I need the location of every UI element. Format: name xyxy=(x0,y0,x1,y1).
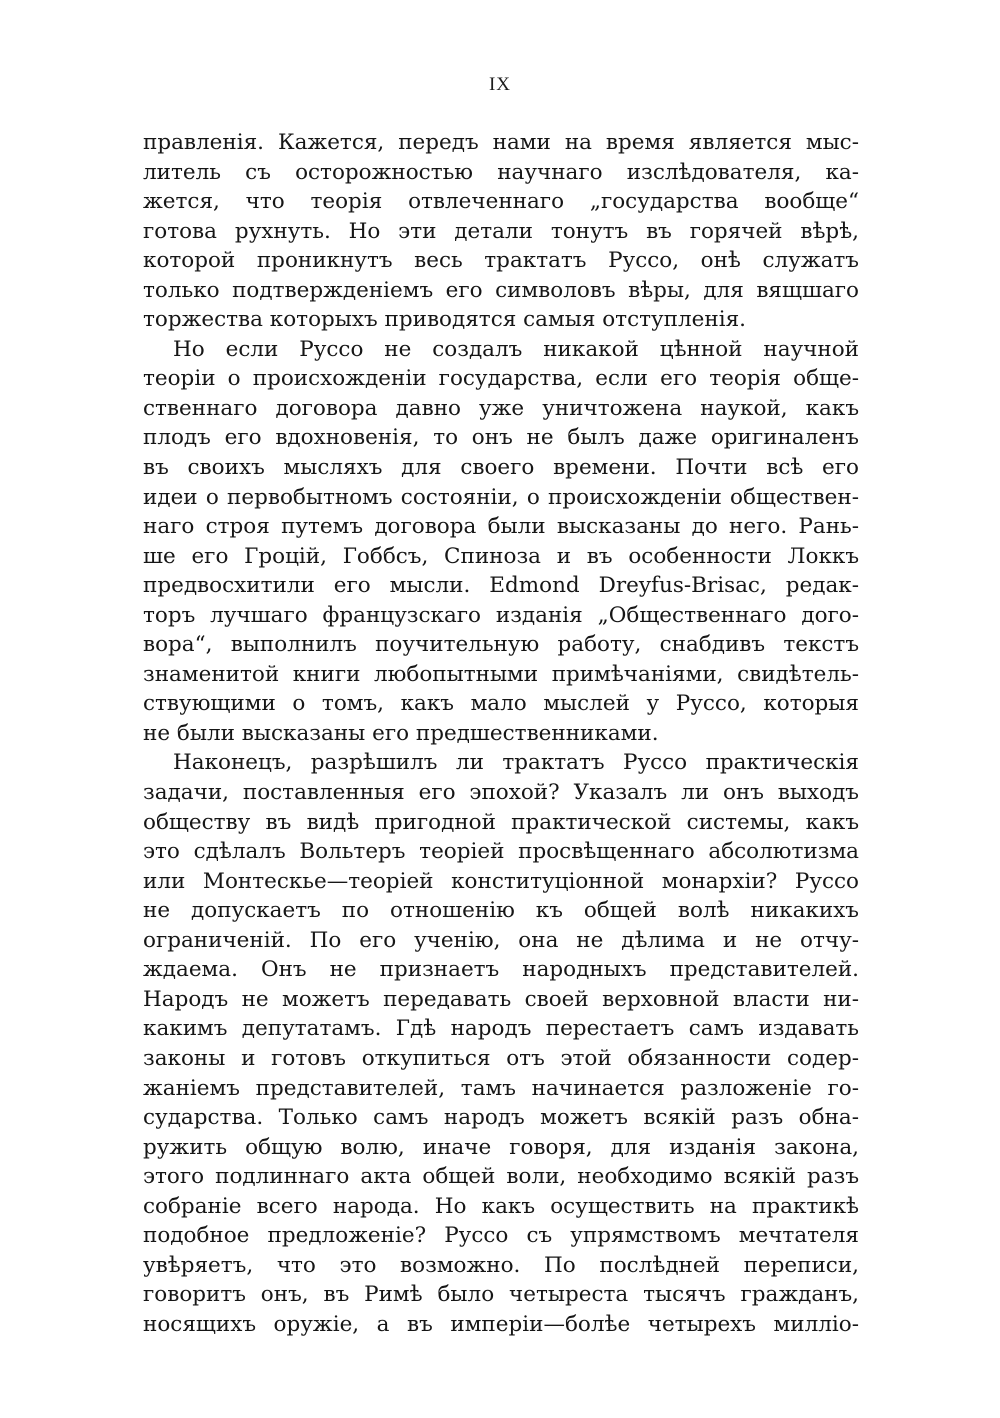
text-line: Наконецъ, разрѣшилъ ли трактатъ Руссо практическія xyxy=(173,750,859,776)
text-line: наго строя путемъ договора были высказаны до него. Рань- xyxy=(143,514,859,540)
paragraph xyxy=(143,748,859,1339)
text-line: обществу въ видѣ пригодной практической системы, какъ xyxy=(143,809,859,835)
text-line: жаніемъ представителей, тамъ начинается разложеніе го- xyxy=(143,1075,859,1101)
text-line: увѣряетъ, что это возможно. По послѣдней переписи, xyxy=(143,1252,859,1278)
text-line: идеи о первобытномъ состояніи, о происхожденіи обществен- xyxy=(143,484,859,510)
body-text xyxy=(143,128,859,1339)
text-line: Народъ не можетъ передавать своей верховной власти ни- xyxy=(143,986,859,1012)
text-line: не были высказаны его предшественниками. xyxy=(143,720,659,746)
text-line: ше его Гроцій, Гоббсъ, Спиноза и въ особенности Локкъ xyxy=(143,543,859,569)
text-line: не допускаетъ по отношенію къ общей волѣ никакихъ xyxy=(143,898,859,924)
text-line: знаменитой книги любопытными примѣчаніями, свидѣтель- xyxy=(143,661,859,687)
text-line: ственнаго договора давно уже уничтожена наукой, какъ xyxy=(143,395,859,421)
text-line: литель съ осторожностью научнаго изслѣдователя, ка- xyxy=(143,159,859,185)
text-line: подобное предложеніе? Руссо съ упрямствомъ мечтателя xyxy=(143,1223,859,1249)
text-line: или Монтескье—теоріей конституціонной монархіи? Руссо xyxy=(143,868,859,894)
text-line: теоріи о происхожденіи государства, если его теорія обще- xyxy=(143,366,859,392)
text-line: въ своихъ мысляхъ для своего времени. Почти всѣ его xyxy=(143,455,859,481)
text-line: торъ лучшаго французскаго изданія „Общественнаго дого- xyxy=(143,602,859,628)
text-line: ружить общую волю, иначе говоря, для изданія закона, xyxy=(143,1134,859,1160)
text-line: задачи, поставленныя его эпохой? Указалъ ли онъ выходъ xyxy=(143,780,859,806)
text-line: только подтвержденіемъ его символовъ вѣры, для вящшаго xyxy=(143,277,859,303)
text-line: плодъ его вдохновенія, то онъ не былъ даже оригиналенъ xyxy=(143,425,859,451)
text-line: законы и готовъ откупиться отъ этой обязанности содер- xyxy=(143,1045,859,1071)
text-line: предвосхитили его мысли. Edmond Dreyfus-Brisac, редак- xyxy=(143,573,859,599)
text-line: ограниченій. По его ученію, она не дѣлима и не отчу- xyxy=(143,927,859,953)
text-line: этого подлиннаго акта общей воли, необходимо всякій разъ xyxy=(143,1164,859,1190)
text-line: ствующими о томъ, какъ мало мыслей у Руссо, которыя xyxy=(143,691,859,717)
text-line: какимъ депутатамъ. Гдѣ народъ перестаетъ самъ издавать xyxy=(143,1016,859,1042)
paragraph xyxy=(143,128,859,335)
text-line: жется, что теорія отвлеченнаго „государства вообще“ xyxy=(143,189,859,215)
text-line: Но если Руссо не создалъ никакой цѣнной научной xyxy=(173,336,859,362)
text-line: ждаема. Онъ не признаетъ народныхъ представителей. xyxy=(143,957,859,983)
text-line: вора“, выполнилъ поучительную работу, снабдивъ текстъ xyxy=(143,632,859,658)
text-line: торжества которыхъ приводятся самыя отступленія. xyxy=(143,307,746,333)
page-number: IX xyxy=(488,74,512,95)
text-line: сударства. Только самъ народъ можетъ всякій разъ обна- xyxy=(143,1105,859,1131)
text-line: говоритъ онъ, въ Римѣ было четыреста тысячъ гражданъ, xyxy=(143,1282,859,1308)
text-line: правленія. Кажется, передъ нами на время является мыс- xyxy=(143,130,859,155)
text-line: готова рухнуть. Но эти детали тонутъ въ горячей вѣрѣ, xyxy=(143,218,859,244)
text-line: собраніе всего народа. Но какъ осуществить на практикѣ xyxy=(143,1193,859,1219)
text-line: которой проникнутъ весь трактатъ Руссо, онѣ служатъ xyxy=(143,248,859,274)
text-line: это сдѣлалъ Вольтеръ теоріей просвѣщеннаго абсолютизма xyxy=(143,839,859,865)
text-line: носящихъ оружіе, а въ имперіи—болѣе четырехъ милліо- xyxy=(143,1311,859,1337)
paragraph xyxy=(143,335,859,749)
